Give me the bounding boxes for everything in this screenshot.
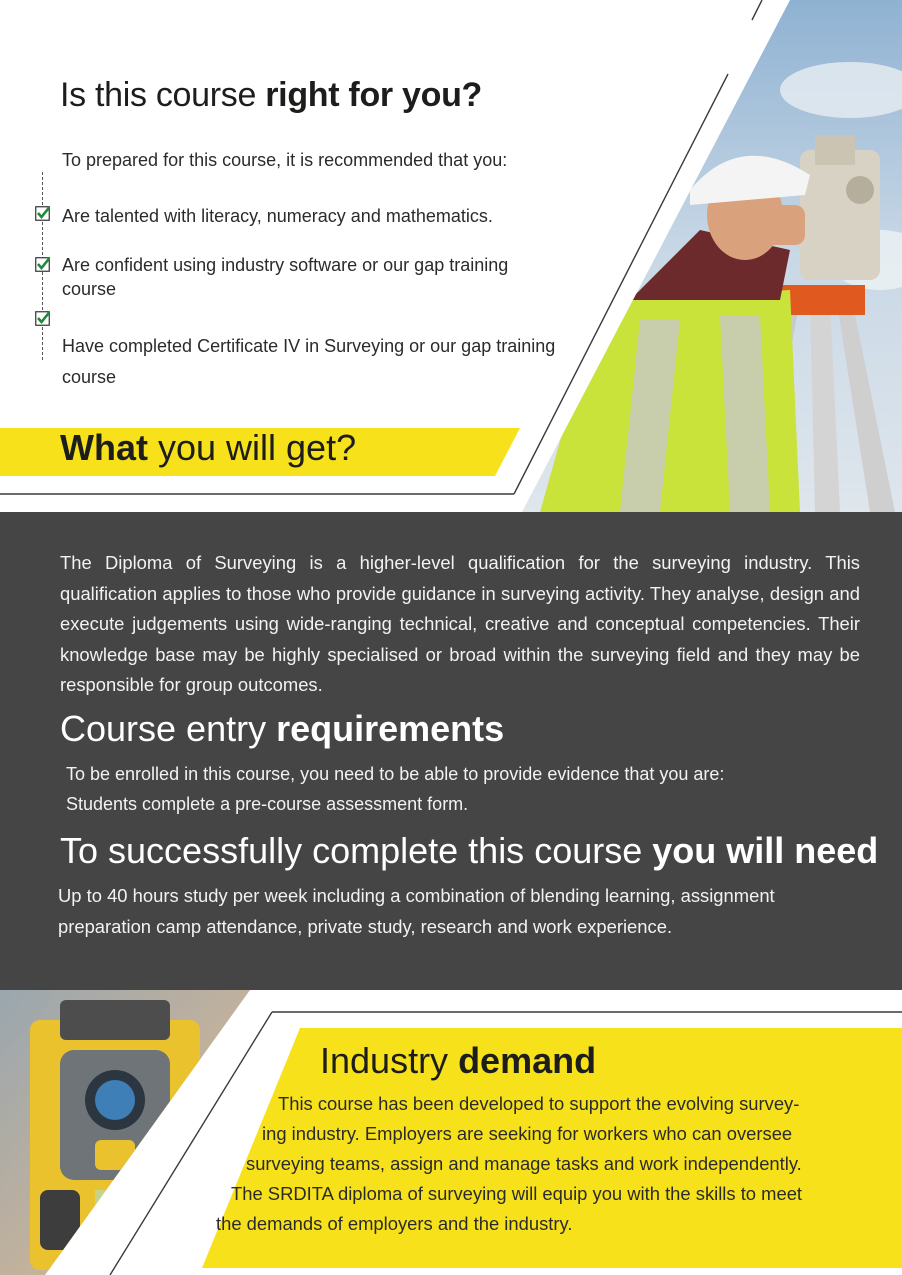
demand-text-line: surveying teams, assign and manage tasks and work independently.: [246, 1153, 802, 1174]
title-light-text: you will get?: [147, 427, 357, 468]
course-description: The Diploma of Surveying is a higher-level qualification for the surveying industry. This qualification applies to those who provide guidance in surveying activity. They analyse, design and execute judgements using wide-ranging technical, creative and conceptual competencies. Their knowledge base may be highly specialised or broad within the surveying field and they may be responsible for group outcomes.: [60, 552, 860, 695]
checkbox-checked-icon: [35, 257, 50, 272]
entry-requirement-line: Students complete a pre-course assessment form.: [66, 794, 469, 814]
checkbox-checked-icon: [35, 206, 50, 221]
title-light-text: Industry: [320, 1040, 459, 1081]
title-bold-text: What: [60, 427, 148, 468]
title-light-text: Is this course: [60, 76, 266, 114]
intro-text: To prepared for this course, it is recommended that you:: [62, 150, 508, 170]
demand-text-line: the demands of employers and the industry.: [216, 1213, 573, 1234]
demand-text-line: This course has been developed to support the evolving survey-: [278, 1093, 800, 1114]
title-bold-text: you will need: [652, 830, 879, 871]
list-item: Have completed Certificate IV in Surveying or our gap training course: [62, 336, 556, 387]
list-item: Are confident using industry software or our gap training course: [62, 255, 509, 299]
title-bold-text: demand: [458, 1040, 597, 1081]
list-item: Are talented with literacy, numeracy and mathematics.: [62, 206, 493, 226]
title-light-text: Course entry: [60, 708, 277, 749]
section-title-you-will-need: [60, 830, 878, 872]
checkbox-checked-icon: [35, 311, 50, 326]
title-light-text: To successfully complete this course: [60, 830, 653, 871]
page-title: [60, 76, 482, 115]
demand-text-line: ing industry. Employers are seeking for workers who can oversee: [262, 1123, 793, 1144]
section-title-what-you-get: [60, 427, 356, 469]
section-title-industry-demand: [320, 1040, 596, 1082]
section-title-entry-requirements: [60, 708, 504, 750]
completion-requirements-text: Up to 40 hours study per week including a combination of blending learning, assignment preparation camp attendance, private study, research and work experience.: [58, 885, 775, 937]
title-bold-text: right for you?: [265, 76, 483, 114]
entry-requirement-line: To be enrolled in this course, you need to be able to provide evidence that you are:: [66, 764, 725, 784]
title-bold-text: requirements: [276, 708, 505, 749]
demand-text-line: The SRDITA diploma of surveying will equip you with the skills to meet: [231, 1183, 803, 1204]
